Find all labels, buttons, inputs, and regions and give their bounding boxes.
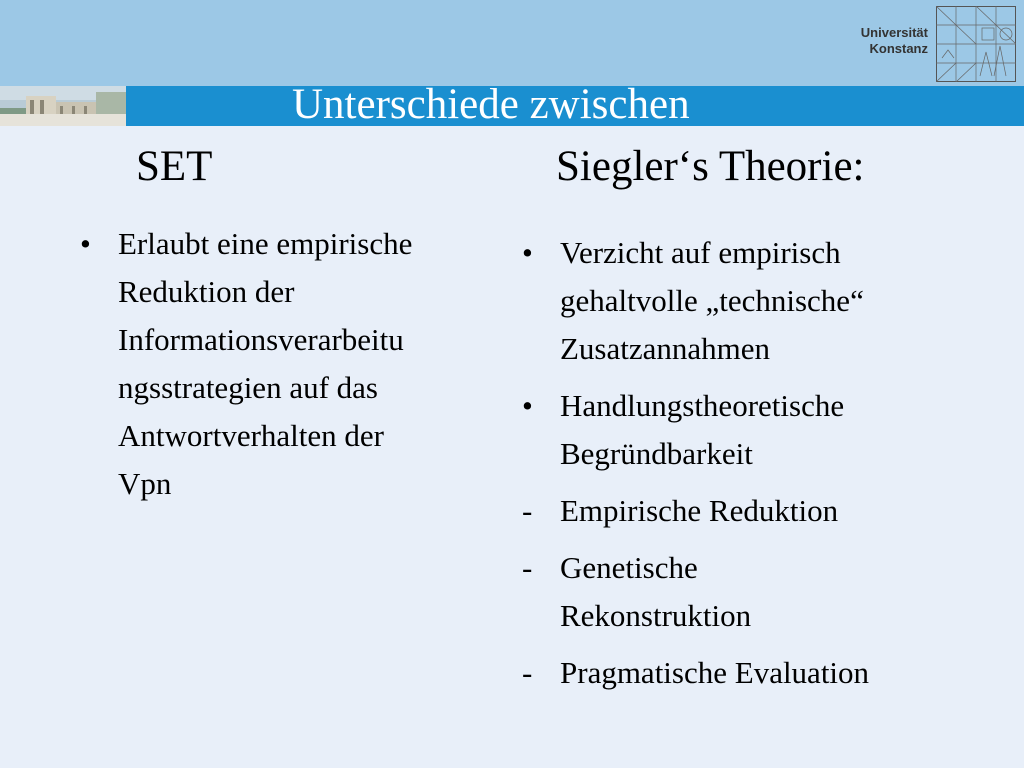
- title-line-1: Unterschiede zwischen: [292, 81, 690, 128]
- list-item: [522, 487, 1002, 535]
- list-item-line: Vpn: [118, 466, 172, 501]
- list-item-line: Empirische Reduktion: [560, 493, 839, 528]
- list-item-line: Reduktion der: [118, 274, 295, 309]
- list-item-line: Zusatzannahmen: [560, 331, 771, 366]
- bullet-marker: •: [80, 226, 91, 261]
- title-set: SET: [136, 143, 213, 190]
- list-item-line: ngsstrategien auf das: [118, 370, 378, 405]
- list-item-line: gehaltvolle „technische“: [560, 283, 864, 318]
- list-item: [522, 649, 1002, 697]
- list-item-line: Handlungstheoretische: [560, 388, 845, 423]
- right-column: [522, 229, 1002, 706]
- list-item-line: Begründbarkeit: [560, 436, 753, 471]
- bullet-marker: •: [522, 388, 533, 423]
- list-item: [522, 229, 1002, 373]
- list-item-line: Rekonstruktion: [560, 598, 752, 633]
- list-item: [522, 544, 1002, 640]
- list-item-line: Verzicht auf empirisch: [560, 235, 841, 270]
- dash-marker: -: [522, 550, 533, 585]
- title-siegler-theory: Siegler‘s Theorie:: [556, 143, 865, 190]
- list-item-line: Antwortverhalten der: [118, 418, 384, 453]
- dash-marker: -: [522, 493, 533, 528]
- bullet-marker: •: [522, 235, 533, 270]
- list-item-line: Erlaubt eine empirische: [118, 226, 413, 261]
- logo-line-2: Konstanz: [869, 41, 928, 56]
- list-item-line: Pragmatische Evaluation: [560, 655, 870, 690]
- university-logo-icon: [936, 6, 1016, 82]
- list-item: [80, 220, 500, 508]
- university-logo-text: [848, 25, 928, 57]
- dash-marker: -: [522, 655, 533, 690]
- list-item-line: Genetische: [560, 550, 698, 585]
- left-column: [80, 220, 500, 508]
- logo-line-1: Universität: [860, 25, 928, 40]
- list-item: [522, 382, 1002, 478]
- list-item-line: Informationsverarbeitu: [118, 322, 404, 357]
- campus-photo: [0, 86, 126, 126]
